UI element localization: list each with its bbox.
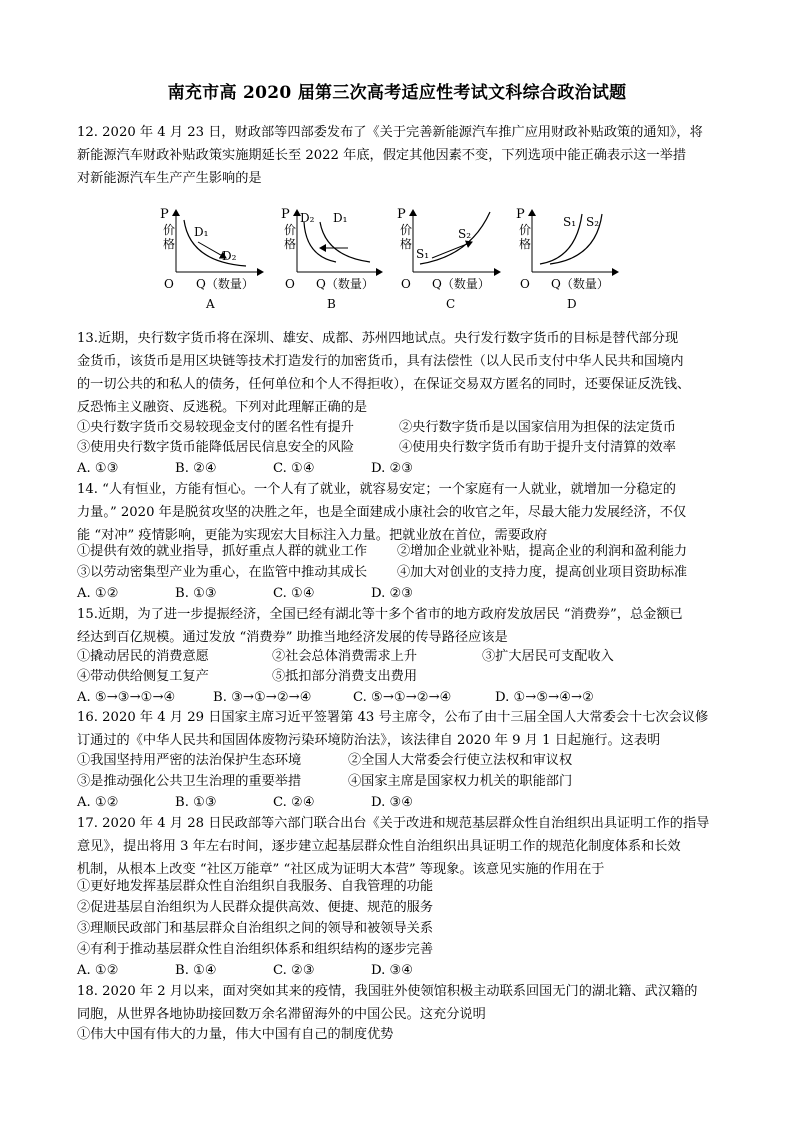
q15-choices bbox=[77, 689, 717, 707]
graph-b bbox=[281, 207, 382, 311]
q15-line-2: 经达到百亿规模。通过发放 “消费券” 助推当地经济发展的传导路径应该是 bbox=[77, 630, 508, 645]
graph-d-origin: O bbox=[520, 277, 530, 291]
graph-b-price-1: 价 bbox=[284, 223, 297, 237]
graph-c bbox=[397, 207, 500, 311]
q18-opt-1: ①伟大中国有伟大的力量，伟大中国有自己的制度优势 bbox=[77, 1027, 394, 1042]
graph-b-q-label: Q（数量） bbox=[316, 277, 374, 291]
graph-d-p-label: P bbox=[516, 207, 525, 222]
q16-opt-1: ①我国坚持用严密的法治保护生态环境 bbox=[77, 753, 302, 768]
q14-choices bbox=[77, 585, 717, 603]
q14-line-3: 能 “对冲” 疫情影响，更能为实现宏大目标注入力量。把就业放在首位，需要政府 bbox=[77, 528, 548, 543]
graph-a-q-label: Q（数量） bbox=[196, 277, 254, 291]
page-title: 南充市高 2020 届第三次高考适应性考试文科综合政治试题 bbox=[167, 83, 627, 103]
graph-d-s2: S₂ bbox=[586, 215, 600, 229]
q13-opt-4: ④使用央行数字货币有助于提升支付清算的效率 bbox=[399, 440, 676, 455]
q15-choice-b: B. ③→①→②→④ bbox=[213, 690, 312, 705]
q13-choice-c: C. ①④ bbox=[273, 461, 315, 476]
graph-c-price-1: 价 bbox=[400, 223, 413, 237]
graph-b-price-2: 格 bbox=[284, 237, 297, 251]
graph-c-p-label: P bbox=[397, 207, 406, 222]
q17-opt-1: ①更好地发挥基层群众性自治组织自我服务、自我管理的功能 bbox=[77, 879, 434, 894]
q16-opt-2: ②全国人大常委会行使立法权和审议权 bbox=[348, 753, 573, 768]
q17-line-1: 17. 2020 年 4 月 28 日民政部等六部门联合出台《关于改进和规范基层群众性自治组织出具证明工作的指导 bbox=[77, 816, 710, 831]
graph-d bbox=[516, 207, 618, 311]
graph-c-s1: S₁ bbox=[416, 247, 430, 261]
graph-c-letter: C bbox=[446, 297, 456, 311]
q13-choice-a: A. ①③ bbox=[77, 461, 119, 476]
graph-d-q-label: Q（数量） bbox=[551, 277, 609, 291]
graph-a-d1: D₁ bbox=[194, 225, 209, 239]
q16-choices bbox=[77, 794, 717, 812]
q17-choice-c: C. ②③ bbox=[273, 963, 315, 978]
q15-opt-4: ④带动供给侧复工复产 bbox=[77, 669, 209, 684]
q17-opt-3: ③理顺民政部门和基层群众自治组织之间的领导和被领导关系 bbox=[77, 921, 434, 936]
q17-opt-4: ④有利于推动基层群众性自治组织体系和组织结构的逐步完善 bbox=[77, 942, 434, 957]
q15-opts-row-1 bbox=[77, 648, 717, 666]
q14-opt-2: ②增加企业就业补贴，提高企业的利润和盈利能力 bbox=[397, 544, 688, 559]
graph-b-d1: D₁ bbox=[333, 211, 348, 225]
q14-choice-d: D. ②③ bbox=[371, 586, 414, 601]
graph-b-letter: B bbox=[327, 297, 336, 311]
q16-opt-4: ④国家主席是国家权力机关的职能部门 bbox=[348, 774, 573, 789]
q13-opt-3: ③使用央行数字货币能降低居民信息安全的风险 bbox=[77, 440, 354, 455]
q17-choices bbox=[77, 962, 717, 980]
q14-opts-row-1 bbox=[77, 543, 717, 561]
q16-choice-d: D. ③④ bbox=[371, 795, 414, 810]
q16-line-2: 订通过的《中华人民共和国固体废物污染环境防治法》，该法律自 2020 年 9 月 1 日起施行。这表明 bbox=[77, 733, 661, 748]
q17-opt-2: ②促进基层自治组织为人民群众提供高效、便捷、规范的服务 bbox=[77, 900, 434, 915]
q16-choice-b: B. ①③ bbox=[175, 795, 217, 810]
q14-choice-b: B. ①③ bbox=[175, 586, 217, 601]
q14-line-2: 力量。” 2020 年是脱贫攻坚的决胜之年，也是全面建成小康社会的收官之年，尽最大能力发展经济，不仅 bbox=[77, 505, 687, 520]
graph-b-curve-d2 bbox=[304, 222, 336, 262]
graph-d-letter: D bbox=[567, 297, 577, 311]
graph-c-arrow bbox=[432, 242, 472, 258]
graph-c-curve bbox=[420, 212, 490, 264]
graph-a-d2: D₂ bbox=[222, 249, 237, 263]
q13-choice-b: B. ②④ bbox=[175, 461, 217, 476]
graph-a-price-1: 价 bbox=[163, 223, 176, 237]
q13-line-4: 反恐怖主义融资、反逃税。下列对此理解正确的是 bbox=[77, 400, 368, 415]
graph-c-origin: O bbox=[401, 277, 411, 291]
q13-opts-row-2 bbox=[77, 439, 717, 457]
q12-line-3: 对新能源汽车生产产生影响的是 bbox=[77, 171, 262, 186]
q16-opts-row-2 bbox=[77, 773, 717, 791]
graph-b-curve-d1 bbox=[320, 222, 370, 262]
q12-line-2: 新能源汽车财政补贴政策实施期延长至 2022 年底，假定其他因素不变，下列选项中能正确表示这一举措 bbox=[77, 148, 687, 163]
graph-a-p-label: P bbox=[160, 207, 169, 222]
graph-b-p-label: P bbox=[281, 207, 290, 222]
q14-choice-a: A. ①② bbox=[77, 586, 119, 601]
q15-opt-1: ①撬动居民的消费意愿 bbox=[77, 649, 209, 664]
graph-c-s2: S₂ bbox=[458, 227, 472, 241]
q12-graphs bbox=[0, 200, 794, 320]
q15-choice-c: C. ⑤→①→②→④ bbox=[353, 690, 452, 705]
q14-opt-1: ①提供有效的就业指导，抓好重点人群的就业工作 bbox=[77, 544, 368, 559]
q13-opt-2: ②央行数字货币是以国家信用为担保的法定货币 bbox=[399, 420, 676, 435]
q12-line-1: 12. 2020 年 4 月 23 日，财政部等四部委发布了《关于完善新能源汽车推广应用财政补贴政策的通知》，将 bbox=[77, 125, 703, 140]
graph-a-price-2: 格 bbox=[163, 237, 176, 251]
q13-line-3: 的一切公共的和私人的债务，任何单位和个人不得拒收），在保证交易双方匿名的同时，还要保证反洗钱、 bbox=[77, 377, 691, 392]
q15-opt-2: ②社会总体消费需求上升 bbox=[272, 649, 418, 664]
graph-a-origin: O bbox=[164, 277, 174, 291]
q16-line-1: 16. 2020 年 4 月 29 日国家主席习近平签署第 43 号主席令，公布了由十三届全国人大常委会十七次会议修 bbox=[77, 710, 709, 725]
graph-d-price-1: 价 bbox=[519, 223, 532, 237]
q16-choice-a: A. ①② bbox=[77, 795, 119, 810]
q14-opts-row-2 bbox=[77, 564, 717, 582]
q13-line-2: 金货币，该货币是用区块链等技术打造发行的加密货币，具有法偿性（以人民币支付中华人民共和国境内 bbox=[77, 354, 684, 369]
q13-opt-1: ①央行数字货币交易较现金支付的匿名性有提升 bbox=[77, 420, 354, 435]
graph-a-letter: A bbox=[206, 297, 215, 311]
graph-d-s1: S₁ bbox=[563, 215, 577, 229]
graph-d-price-2: 格 bbox=[519, 237, 532, 251]
q13-line-1: 13.近期，央行数字货币将在深圳、雄安、成都、苏州四地试点。央行发行数字货币的目标是替代部分现 bbox=[77, 331, 679, 346]
q16-opts-row-1 bbox=[77, 752, 717, 770]
q15-choice-d: D. ①→⑤→④→② bbox=[495, 690, 594, 705]
q16-opt-3: ③是推动强化公共卫生治理的重要举措 bbox=[77, 774, 302, 789]
q13-choices bbox=[77, 460, 717, 478]
graph-c-price-2: 格 bbox=[400, 237, 413, 251]
graph-b-d2: D₂ bbox=[300, 211, 315, 225]
q14-opt-3: ③以劳动密集型产业为重心，在监管中推动其成长 bbox=[77, 565, 368, 580]
q15-opt-3: ③扩大居民可支配收入 bbox=[482, 649, 614, 664]
q17-line-3: 机制，从根本上改变 “社区万能章” “社区成为证明大本营” 等现象。该意见实施的作用在于 bbox=[77, 862, 605, 877]
q15-opts-row-2 bbox=[77, 668, 717, 686]
q18-line-2: 同胞，从世界各地协助接回数万余名滞留海外的中国公民。这充分说明 bbox=[77, 1007, 486, 1022]
q15-opt-5: ⑤抵扣部分消费支出费用 bbox=[272, 669, 418, 684]
q18-line-1: 18. 2020 年 2 月以来，面对突如其来的疫情，我国驻外使领馆积极主动联系回国无门的湖北籍、武汉籍的 bbox=[77, 984, 698, 999]
q13-choice-d: D. ②③ bbox=[371, 461, 414, 476]
q14-choice-c: C. ①④ bbox=[273, 586, 315, 601]
graph-c-q-label: Q（数量） bbox=[432, 277, 490, 291]
q17-choice-b: B. ①④ bbox=[175, 963, 217, 978]
graph-a bbox=[160, 207, 263, 311]
q14-opt-4: ④加大对创业的支持力度，提高创业项目资助标准 bbox=[397, 565, 688, 580]
q17-line-2: 意见》，提出将用 3 年左右时间，逐步建立起基层群众性自治组织出具证明工作的规范化制度体系和长效 bbox=[77, 839, 681, 854]
q15-choice-a: A. ⑤→③→①→④ bbox=[77, 690, 176, 705]
q15-line-1: 15.近期，为了进一步提振经济，全国已经有湖北等十多个省市的地方政府发放居民 “消费券”，总金额已 bbox=[77, 607, 683, 622]
q17-choice-a: A. ①② bbox=[77, 963, 119, 978]
q16-choice-c: C. ②④ bbox=[273, 795, 315, 810]
q14-line-1: 14. “人有恒业，方能有恒心。一个人有了就业，就容易安定；一个家庭有一人就业，就增加一分稳定的 bbox=[77, 482, 676, 497]
q13-opts-row-1 bbox=[77, 419, 717, 437]
graph-b-origin: O bbox=[285, 277, 295, 291]
q17-choice-d: D. ③④ bbox=[371, 963, 414, 978]
